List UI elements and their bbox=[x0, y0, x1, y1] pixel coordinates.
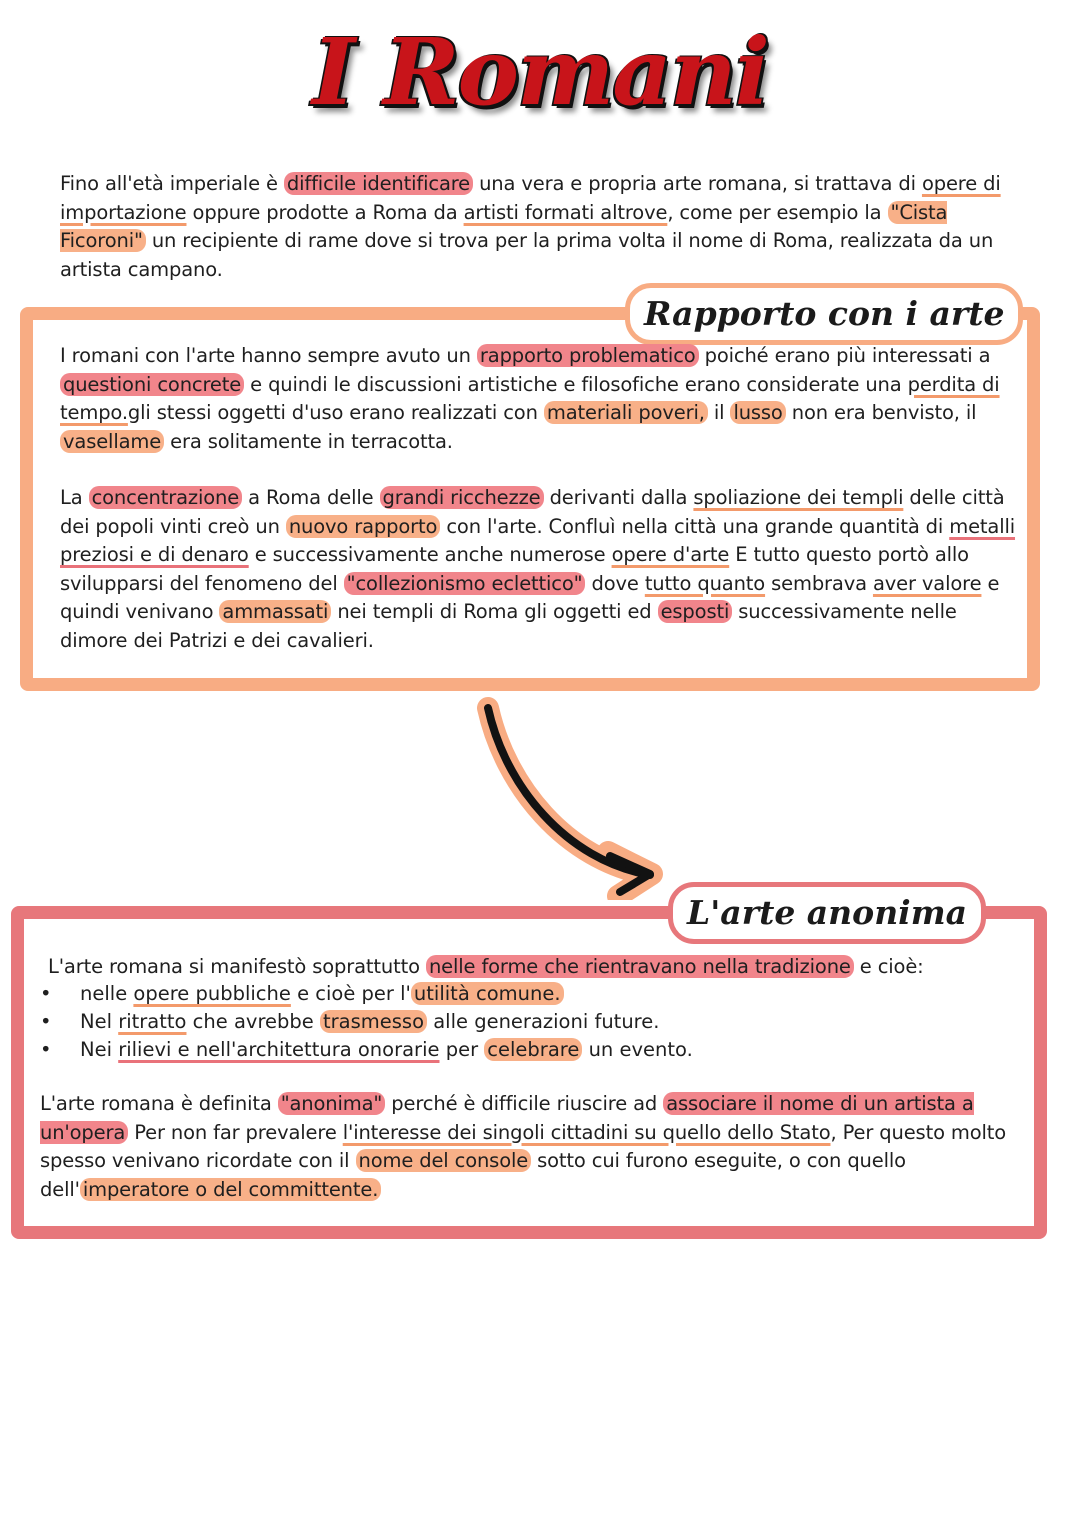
text: e successivamente anche numerose bbox=[248, 543, 612, 566]
underlined-text: rilievi e nell'architettura onorarie bbox=[118, 1038, 440, 1061]
text: gli stessi oggetti d'uso erano realizzati con bbox=[127, 401, 544, 424]
text: non era benvisto, il bbox=[785, 401, 977, 424]
section-heading-arte-anonima: L'arte anonima bbox=[668, 882, 986, 944]
underlined-text: artisti formati altrove bbox=[463, 200, 668, 224]
text: La bbox=[60, 486, 89, 509]
text: e cioè per l' bbox=[290, 982, 411, 1005]
text: successivamente nelle dimore dei Patrizi e dei cavalieri. bbox=[60, 600, 957, 652]
anonima-paragraph-2 bbox=[40, 1090, 1030, 1204]
text: e quindi le discussioni artistiche e filosofiche erano considerate una bbox=[244, 372, 908, 396]
highlight: nome del console bbox=[356, 1149, 532, 1172]
text: , come per esempio la bbox=[667, 200, 888, 224]
list-item bbox=[40, 1036, 693, 1064]
text: I romani con l'arte hanno sempre avuto un bbox=[60, 344, 477, 367]
list-item bbox=[40, 1008, 693, 1036]
text: il bbox=[707, 401, 731, 424]
highlight: nelle forme che rientravano nella tradizione bbox=[426, 955, 854, 978]
page-title: I Romani bbox=[312, 18, 768, 126]
underlined-text: tutto quanto bbox=[644, 571, 766, 595]
highlight: vasellame bbox=[60, 430, 164, 453]
text: Nel bbox=[80, 1010, 119, 1033]
highlight: "anonima" bbox=[278, 1092, 386, 1115]
text: Nei bbox=[80, 1038, 119, 1061]
highlight: celebrare bbox=[484, 1038, 582, 1061]
text: un evento. bbox=[582, 1038, 693, 1061]
text: delle città dei popoli vinti creò un bbox=[60, 486, 1005, 538]
underlined-text: opere d'arte bbox=[611, 543, 730, 566]
text: sotto cui furono eseguite, o con quello dell' bbox=[40, 1149, 906, 1201]
text: Fino all'età imperiale è bbox=[60, 172, 284, 195]
highlight: lusso bbox=[730, 401, 785, 424]
highlight: concentrazione bbox=[89, 486, 243, 509]
underlined-text: perdita di tempo. bbox=[60, 372, 1000, 424]
rapporto-paragraph-2 bbox=[60, 484, 1015, 655]
text: per bbox=[439, 1038, 485, 1061]
underlined-text: spoliazione dei templi bbox=[693, 486, 904, 509]
text: alle generazioni future. bbox=[427, 1010, 660, 1033]
underlined-text: l'interesse dei singoli cittadini su quello dello Stato bbox=[342, 1120, 831, 1144]
section-heading-rapporto: Rapporto con i arte bbox=[625, 283, 1023, 345]
highlight: "Cista Ficoroni" bbox=[60, 200, 948, 252]
underlined-text: aver valore bbox=[872, 571, 982, 595]
highlight: imperatore o del committente. bbox=[80, 1178, 381, 1201]
highlight: questioni concrete bbox=[60, 373, 244, 396]
underlined-text: metalli preziosi e di denaro bbox=[60, 514, 1016, 566]
text: derivanti dalla bbox=[543, 486, 694, 509]
highlight: associare il nome di un artista a un'opera bbox=[40, 1092, 974, 1144]
text: perché è difficile riuscire ad bbox=[385, 1092, 664, 1115]
highlight: grandi ricchezze bbox=[380, 486, 544, 509]
highlight: difficile identificare bbox=[284, 172, 473, 195]
text: sembrava bbox=[765, 571, 873, 595]
text: L'arte romana si manifestò soprattutto bbox=[48, 955, 426, 978]
highlight: utilità comune. bbox=[411, 982, 564, 1005]
text: che avrebbe bbox=[186, 1010, 320, 1033]
text: L'arte romana è definita bbox=[40, 1092, 278, 1115]
highlight: ammassati bbox=[219, 600, 331, 623]
text: Per non far prevalere bbox=[128, 1120, 343, 1144]
rapporto-paragraph-1 bbox=[60, 342, 1015, 456]
anonima-intro-line bbox=[48, 953, 1008, 982]
list-item bbox=[40, 980, 693, 1008]
text: era solitamente in terracotta. bbox=[164, 429, 453, 453]
highlight: "collezionismo eclettico" bbox=[344, 572, 586, 595]
intro-paragraph bbox=[60, 170, 1025, 284]
highlight: esposti bbox=[658, 600, 733, 623]
text: e cioè: bbox=[853, 955, 924, 978]
bullet-list bbox=[40, 980, 693, 1064]
text: con l'arte. Confluì nella città una grande quantità di bbox=[440, 514, 950, 538]
text: , Per questo molto spesso venivano ricordate con il bbox=[40, 1120, 1007, 1172]
text: a Roma delle bbox=[242, 486, 380, 509]
curved-arrow-icon bbox=[460, 690, 680, 900]
text: dove bbox=[585, 571, 645, 595]
text: un recipiente di rame dove si trova per la prima volta il nome di Roma, realizzata da un artista campano. bbox=[60, 229, 994, 281]
highlight: materiali poveri, bbox=[544, 401, 708, 424]
highlight: rapporto problematico bbox=[477, 344, 699, 367]
text: E tutto questo portò allo svilupparsi del fenomeno del bbox=[60, 543, 969, 595]
text: nei templi di Roma gli oggetti ed bbox=[331, 600, 658, 623]
highlight: nuovo rapporto bbox=[286, 515, 440, 538]
text: oppure prodotte a Roma da bbox=[186, 200, 464, 224]
text: poiché erano più interessati a bbox=[698, 344, 991, 367]
underlined-text: ritratto bbox=[118, 1010, 187, 1033]
text: nelle bbox=[80, 982, 134, 1005]
text: e quindi venivano bbox=[60, 571, 1000, 623]
underlined-text: opere pubbliche bbox=[133, 982, 291, 1005]
text: una vera e propria arte romana, si trattava di bbox=[473, 172, 922, 195]
highlight: trasmesso bbox=[320, 1010, 427, 1033]
underlined-text: opere di importazione bbox=[60, 172, 1001, 224]
